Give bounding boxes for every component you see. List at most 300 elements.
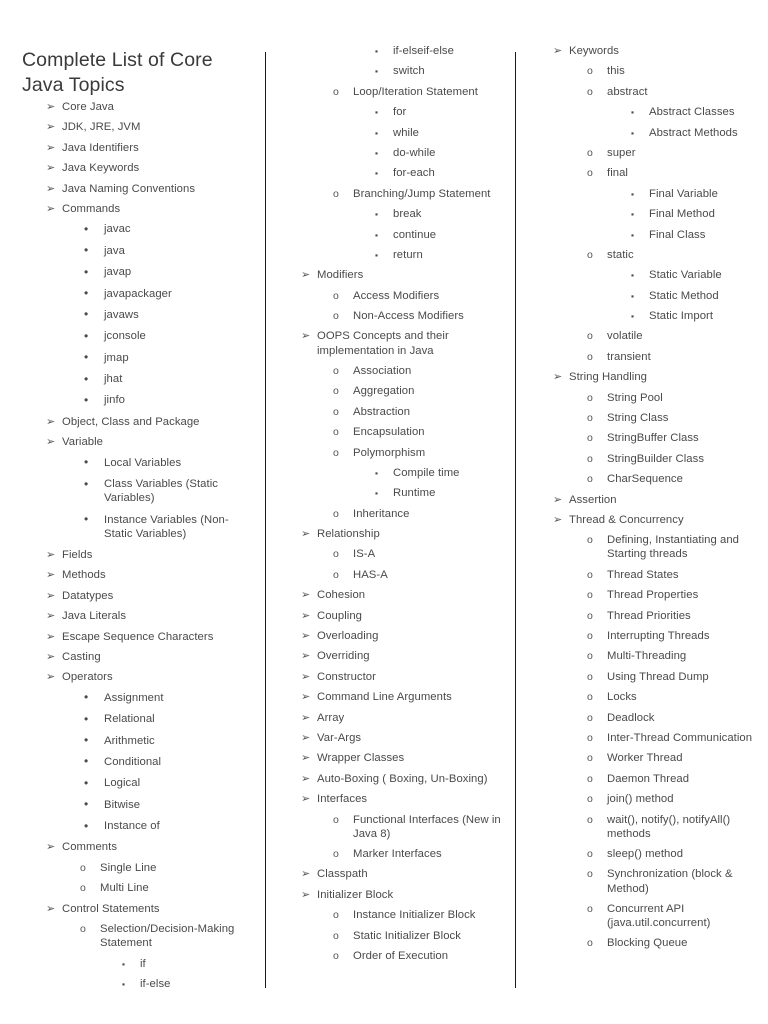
disc-bullet-icon: • xyxy=(84,350,89,365)
outline-item-label: Concurrent API (java.util.concurrent) xyxy=(607,902,711,929)
topic-list-column-2 xyxy=(281,44,507,963)
square-bullet-icon: ▪ xyxy=(375,229,379,240)
outline-item-label: Relationship xyxy=(317,528,380,541)
outline-item-label: Modifiers xyxy=(317,269,364,282)
arrow-bullet-icon: ➢ xyxy=(46,569,56,582)
outline-item xyxy=(281,908,507,922)
circle-bullet-icon: o xyxy=(587,248,593,261)
circle-bullet-icon: o xyxy=(587,330,593,343)
circle-bullet-icon: o xyxy=(587,752,593,765)
outline-item-label: Local Variables xyxy=(104,456,182,469)
outline-item xyxy=(281,888,507,902)
outline-item-label: Var-Args xyxy=(317,731,362,744)
outline-item-label: Aggregation xyxy=(353,385,415,398)
outline-item xyxy=(533,847,762,861)
outline-item-label: Cohesion xyxy=(317,589,366,602)
outline-item-label: Overriding xyxy=(317,650,370,663)
outline-item xyxy=(281,329,507,357)
outline-item-label: continue xyxy=(393,228,437,241)
outline-item xyxy=(533,64,762,78)
outline-item-label: Thread & Concurrency xyxy=(569,513,684,526)
disc-bullet-icon: • xyxy=(84,733,89,748)
outline-item-label: Branching/Jump Statement xyxy=(353,187,491,200)
circle-bullet-icon: o xyxy=(587,937,593,950)
outline-item xyxy=(533,493,762,507)
outline-item-label: Order of Execution xyxy=(353,949,449,962)
outline-item-label: Thread Priorities xyxy=(607,609,691,622)
arrow-bullet-icon: ➢ xyxy=(301,528,311,541)
square-bullet-icon: ▪ xyxy=(375,249,379,260)
circle-bullet-icon: o xyxy=(333,405,339,418)
outline-item xyxy=(281,44,507,58)
outline-item xyxy=(533,649,762,663)
arrow-bullet-icon: ➢ xyxy=(301,711,311,724)
disc-bullet-icon: • xyxy=(84,264,89,279)
outline-item-label: join() method xyxy=(607,793,674,806)
disc-bullet-icon: • xyxy=(84,476,89,491)
disc-bullet-icon: • xyxy=(84,243,89,258)
arrow-bullet-icon: ➢ xyxy=(301,772,311,785)
outline-item xyxy=(281,289,507,303)
outline-item-label: for-each xyxy=(393,167,435,180)
outline-item-label: volatile xyxy=(607,330,643,343)
outline-item xyxy=(533,44,762,58)
outline-item xyxy=(281,466,507,480)
outline-item xyxy=(281,527,507,541)
square-bullet-icon: ▪ xyxy=(375,46,379,56)
outline-item xyxy=(22,977,257,991)
outline-item-label: javap xyxy=(104,266,132,279)
outline-item xyxy=(281,85,507,99)
square-bullet-icon: ▪ xyxy=(631,209,635,220)
disc-bullet-icon: • xyxy=(84,690,89,705)
arrow-bullet-icon: ➢ xyxy=(46,610,56,623)
outline-item-label: Final Method xyxy=(649,208,715,221)
outline-item xyxy=(533,289,762,303)
outline-item xyxy=(281,568,507,582)
outline-item-label: Keywords xyxy=(569,45,620,57)
outline-item xyxy=(281,547,507,561)
outline-item xyxy=(281,166,507,180)
outline-item-label: String Pool xyxy=(607,391,663,404)
circle-bullet-icon: o xyxy=(587,772,593,785)
outline-item xyxy=(281,126,507,140)
outline-item-label: do-while xyxy=(393,146,436,159)
arrow-bullet-icon: ➢ xyxy=(46,841,56,854)
outline-item-label: Multi-Threading xyxy=(607,650,687,663)
outline-item xyxy=(533,690,762,704)
outline-item xyxy=(281,949,507,963)
outline-item-label: Commands xyxy=(62,202,121,215)
outline-item xyxy=(533,228,762,242)
outline-item-label: java xyxy=(104,244,125,257)
outline-item-label: javac xyxy=(104,223,131,236)
outline-item-label: Single Line xyxy=(100,861,157,874)
outline-item-label: Java Identifiers xyxy=(62,141,139,154)
circle-bullet-icon: o xyxy=(333,446,339,459)
square-bullet-icon: ▪ xyxy=(122,958,126,969)
outline-item-label: break xyxy=(393,208,422,221)
outline-item xyxy=(281,268,507,282)
outline-item xyxy=(281,751,507,765)
outline-item xyxy=(22,548,257,562)
outline-item-label: if-else xyxy=(140,977,171,990)
outline-item-label: jhat xyxy=(104,373,123,386)
outline-item-label: Access Modifiers xyxy=(353,289,440,302)
outline-item xyxy=(533,513,762,527)
outline-item xyxy=(22,141,257,155)
outline-item xyxy=(533,146,762,160)
outline-item-label: Using Thread Dump xyxy=(607,670,709,683)
arrow-bullet-icon: ➢ xyxy=(46,589,56,602)
outline-item xyxy=(281,813,507,841)
square-bullet-icon: ▪ xyxy=(631,311,635,322)
circle-bullet-icon: o xyxy=(587,711,593,724)
disc-bullet-icon: • xyxy=(84,328,89,343)
arrow-bullet-icon: ➢ xyxy=(301,650,311,663)
arrow-bullet-icon: ➢ xyxy=(301,868,311,881)
outline-item xyxy=(533,902,762,930)
outline-item xyxy=(281,929,507,943)
circle-bullet-icon: o xyxy=(333,310,339,323)
outline-item-label: Association xyxy=(353,364,412,377)
outline-item-label: Compile time xyxy=(393,466,460,479)
outline-item-label: Functional Interfaces (New in Java 8) xyxy=(353,813,501,840)
outline-item-label: javapackager xyxy=(104,287,172,300)
circle-bullet-icon: o xyxy=(333,364,339,377)
outline-item-label: Static Import xyxy=(649,310,714,323)
square-bullet-icon: ▪ xyxy=(122,978,126,989)
outline-item-label: Interfaces xyxy=(317,793,368,806)
outline-item-label: Loop/Iteration Statement xyxy=(353,85,478,98)
arrow-bullet-icon: ➢ xyxy=(46,549,56,561)
outline-item xyxy=(281,446,507,460)
outline-item xyxy=(281,731,507,745)
circle-bullet-icon: o xyxy=(587,432,593,445)
outline-item xyxy=(533,936,762,950)
outline-item-label: OOPS Concepts and their implementation in Java xyxy=(317,330,449,357)
arrow-bullet-icon: ➢ xyxy=(46,182,56,195)
outline-item-label: HAS-A xyxy=(353,568,388,581)
outline-item xyxy=(533,751,762,765)
outline-item xyxy=(281,425,507,439)
outline-item xyxy=(281,228,507,242)
outline-item-label: Control Statements xyxy=(62,902,160,915)
outline-item xyxy=(281,207,507,221)
outline-item-label: Coupling xyxy=(317,609,362,622)
circle-bullet-icon: o xyxy=(80,923,86,936)
arrow-bullet-icon: ➢ xyxy=(301,630,311,643)
outline-item-label: Java Keywords xyxy=(62,162,140,175)
arrow-bullet-icon: ➢ xyxy=(46,202,56,215)
outline-item xyxy=(22,415,257,429)
outline-item-label: Static Variable xyxy=(649,269,722,282)
outline-item-label: IS-A xyxy=(353,548,376,561)
square-bullet-icon: ▪ xyxy=(375,107,379,118)
outline-item xyxy=(281,867,507,881)
outline-item-label: Operators xyxy=(62,671,113,684)
circle-bullet-icon: o xyxy=(587,65,593,78)
outline-item xyxy=(533,85,762,99)
outline-item-label: return xyxy=(393,248,423,261)
outline-item xyxy=(533,731,762,745)
outline-item-label: Arithmetic xyxy=(104,734,155,747)
arrow-bullet-icon: ➢ xyxy=(301,589,311,602)
outline-item xyxy=(281,792,507,806)
outline-item xyxy=(533,772,762,786)
outline-item-label: Abstraction xyxy=(353,405,411,418)
outline-item xyxy=(22,712,257,726)
circle-bullet-icon: o xyxy=(587,848,593,861)
outline-item xyxy=(22,957,257,971)
circle-bullet-icon: o xyxy=(587,813,593,826)
topic-list-column-3 xyxy=(533,44,762,950)
outline-item-label: Casting xyxy=(62,650,101,663)
circle-bullet-icon: o xyxy=(587,146,593,159)
outline-item-label: for xyxy=(393,106,407,119)
outline-item-label: Variable xyxy=(62,436,104,449)
outline-item xyxy=(281,609,507,623)
outline-item-label: Java Naming Conventions xyxy=(62,182,196,195)
outline-item xyxy=(533,187,762,201)
outline-item-label: Array xyxy=(317,711,345,724)
outline-item-label: Inter-Thread Communication xyxy=(607,731,753,744)
circle-bullet-icon: o xyxy=(587,85,593,98)
outline-item xyxy=(281,847,507,861)
outline-item-label: String Handling xyxy=(569,371,647,384)
square-bullet-icon: ▪ xyxy=(375,66,379,77)
outline-item xyxy=(533,411,762,425)
arrow-bullet-icon: ➢ xyxy=(553,371,563,384)
square-bullet-icon: ▪ xyxy=(631,290,635,301)
circle-bullet-icon: o xyxy=(587,391,593,404)
circle-bullet-icon: o xyxy=(333,187,339,200)
outline-item-label: Core Java xyxy=(62,101,114,113)
outline-item-label: Daemon Thread xyxy=(607,772,690,785)
outline-item xyxy=(533,813,762,841)
outline-item xyxy=(22,776,257,790)
circle-bullet-icon: o xyxy=(587,167,593,180)
outline-item xyxy=(533,588,762,602)
outline-item xyxy=(533,391,762,405)
page-title: Complete List of Core Java Topics xyxy=(22,49,213,96)
outline-item xyxy=(533,309,762,323)
square-bullet-icon: ▪ xyxy=(375,147,379,158)
outline-item-label: Marker Interfaces xyxy=(353,848,442,861)
square-bullet-icon: ▪ xyxy=(375,467,379,478)
circle-bullet-icon: o xyxy=(80,861,86,874)
disc-bullet-icon: • xyxy=(84,371,89,386)
outline-item xyxy=(281,364,507,378)
outline-item xyxy=(22,861,257,875)
outline-item xyxy=(22,670,257,684)
circle-bullet-icon: o xyxy=(587,793,593,806)
outline-item xyxy=(22,100,257,114)
outline-item-label: Static Initializer Block xyxy=(353,929,461,942)
outline-item xyxy=(281,690,507,704)
outline-item-label: StringBuffer Class xyxy=(607,432,699,445)
outline-item xyxy=(22,922,257,950)
outline-item-label: Datatypes xyxy=(62,589,114,602)
circle-bullet-icon: o xyxy=(587,568,593,581)
outline-item-label: CharSequence xyxy=(607,473,683,486)
arrow-bullet-icon: ➢ xyxy=(46,671,56,684)
outline-item-label: Multi Line xyxy=(100,882,149,895)
column-2 xyxy=(265,0,515,1024)
arrow-bullet-icon: ➢ xyxy=(46,162,56,175)
outline-item xyxy=(22,393,257,407)
outline-item-label: Class Variables (Static Variables) xyxy=(104,478,218,505)
circle-bullet-icon: o xyxy=(333,848,339,861)
circle-bullet-icon: o xyxy=(587,902,593,915)
disc-bullet-icon: • xyxy=(84,754,89,769)
outline-item-label: jmap xyxy=(104,351,129,364)
outline-item-label: Overloading xyxy=(317,630,379,643)
disc-bullet-icon: • xyxy=(84,512,89,527)
circle-bullet-icon: o xyxy=(333,385,339,398)
square-bullet-icon: ▪ xyxy=(631,127,635,138)
outline-item xyxy=(281,772,507,786)
outline-item xyxy=(22,222,257,236)
outline-item xyxy=(22,456,257,470)
outline-item-label: Assertion xyxy=(569,493,617,506)
arrow-bullet-icon: ➢ xyxy=(46,902,56,915)
disc-bullet-icon: • xyxy=(84,818,89,833)
outline-item-label: Constructor xyxy=(317,670,376,683)
arrow-bullet-icon: ➢ xyxy=(301,691,311,704)
outline-item-label: javaws xyxy=(104,308,139,321)
outline-item-label: sleep() method xyxy=(607,848,684,861)
outline-item-label: Selection/Decision-Making Statement xyxy=(100,923,235,950)
square-bullet-icon: ▪ xyxy=(375,209,379,220)
outline-item xyxy=(22,840,257,854)
outline-item xyxy=(281,507,507,521)
outline-item xyxy=(22,308,257,322)
outline-item-label: Fields xyxy=(62,549,93,561)
outline-item-label: wait(), notify(), notifyAll() methods xyxy=(607,813,731,840)
circle-bullet-icon: o xyxy=(587,731,593,744)
outline-item-label: Java Literals xyxy=(62,610,127,623)
outline-item-label: jinfo xyxy=(104,394,125,407)
circle-bullet-icon: o xyxy=(333,949,339,962)
outline-item xyxy=(533,126,762,140)
outline-item xyxy=(533,472,762,486)
outline-item xyxy=(22,902,257,916)
outline-item xyxy=(22,798,257,812)
outline-item-label: this xyxy=(607,65,625,78)
outline-item xyxy=(22,329,257,343)
outline-item-label: Final Class xyxy=(649,228,706,241)
outline-item xyxy=(22,691,257,705)
square-bullet-icon: ▪ xyxy=(375,127,379,138)
outline-item-label: Assignment xyxy=(104,691,164,704)
arrow-bullet-icon: ➢ xyxy=(46,121,56,134)
outline-item xyxy=(22,351,257,365)
outline-item xyxy=(281,486,507,500)
outline-item-label: Abstract Classes xyxy=(649,106,735,119)
outline-item xyxy=(533,792,762,806)
outline-item xyxy=(22,265,257,279)
outline-item xyxy=(22,372,257,386)
arrow-bullet-icon: ➢ xyxy=(46,101,56,113)
square-bullet-icon: ▪ xyxy=(631,107,635,118)
outline-item-label: if xyxy=(140,957,146,970)
outline-item-label: Wrapper Classes xyxy=(317,752,405,765)
outline-item-label: Polymorphism xyxy=(353,446,426,459)
outline-item-label: static xyxy=(607,248,634,261)
outline-item-label: Thread Properties xyxy=(607,589,699,602)
circle-bullet-icon: o xyxy=(333,426,339,439)
outline-item-label: Blocking Queue xyxy=(607,937,688,950)
outline-item-label: Object, Class and Package xyxy=(62,415,200,428)
outline-item xyxy=(281,588,507,602)
outline-item xyxy=(22,630,257,644)
disc-bullet-icon: • xyxy=(84,286,89,301)
outline-item-label: Classpath xyxy=(317,868,368,881)
outline-item-label: Auto-Boxing ( Boxing, Un-Boxing) xyxy=(317,772,488,785)
column-3 xyxy=(515,0,768,1024)
outline-item xyxy=(22,435,257,449)
outline-item xyxy=(533,533,762,561)
outline-item xyxy=(22,477,257,505)
outline-item xyxy=(22,202,257,216)
outline-item-label: Worker Thread xyxy=(607,752,683,765)
outline-item-label: if-elseif-else xyxy=(393,45,454,57)
outline-item xyxy=(22,609,257,623)
outline-item xyxy=(533,452,762,466)
outline-item xyxy=(22,734,257,748)
outline-item-label: Instance Initializer Block xyxy=(353,909,476,922)
outline-item-label: Locks xyxy=(607,691,637,704)
square-bullet-icon: ▪ xyxy=(631,270,635,281)
outline-item xyxy=(281,711,507,725)
outline-item xyxy=(533,329,762,343)
outline-item xyxy=(281,384,507,398)
arrow-bullet-icon: ➢ xyxy=(553,45,563,57)
outline-item-label: Escape Sequence Characters xyxy=(62,630,214,643)
arrow-bullet-icon: ➢ xyxy=(46,415,56,428)
circle-bullet-icon: o xyxy=(587,473,593,486)
outline-item-label: super xyxy=(607,146,636,159)
arrow-bullet-icon: ➢ xyxy=(301,752,311,765)
circle-bullet-icon: o xyxy=(333,568,339,581)
circle-bullet-icon: o xyxy=(587,630,593,643)
outline-item xyxy=(533,431,762,445)
outline-item xyxy=(22,287,257,301)
outline-item xyxy=(22,819,257,833)
outline-item-label: Relational xyxy=(104,713,155,726)
circle-bullet-icon: o xyxy=(587,868,593,881)
square-bullet-icon: ▪ xyxy=(631,229,635,240)
circle-bullet-icon: o xyxy=(333,507,339,520)
outline-item-label: Non-Access Modifiers xyxy=(353,310,464,323)
outline-item xyxy=(22,650,257,664)
circle-bullet-icon: o xyxy=(333,813,339,826)
outline-item xyxy=(22,244,257,258)
outline-item xyxy=(281,64,507,78)
outline-item-label: Methods xyxy=(62,569,106,582)
arrow-bullet-icon: ➢ xyxy=(301,888,311,901)
outline-item-label: Synchronization (block & Method) xyxy=(607,868,733,895)
arrow-bullet-icon: ➢ xyxy=(301,330,311,343)
arrow-bullet-icon: ➢ xyxy=(46,436,56,449)
arrow-bullet-icon: ➢ xyxy=(301,670,311,683)
outline-item-label: jconsole xyxy=(104,330,146,343)
arrow-bullet-icon: ➢ xyxy=(553,493,563,506)
outline-item-label: Defining, Instantiating and Starting threads xyxy=(607,534,739,561)
circle-bullet-icon: o xyxy=(80,882,86,895)
outline-item xyxy=(281,405,507,419)
